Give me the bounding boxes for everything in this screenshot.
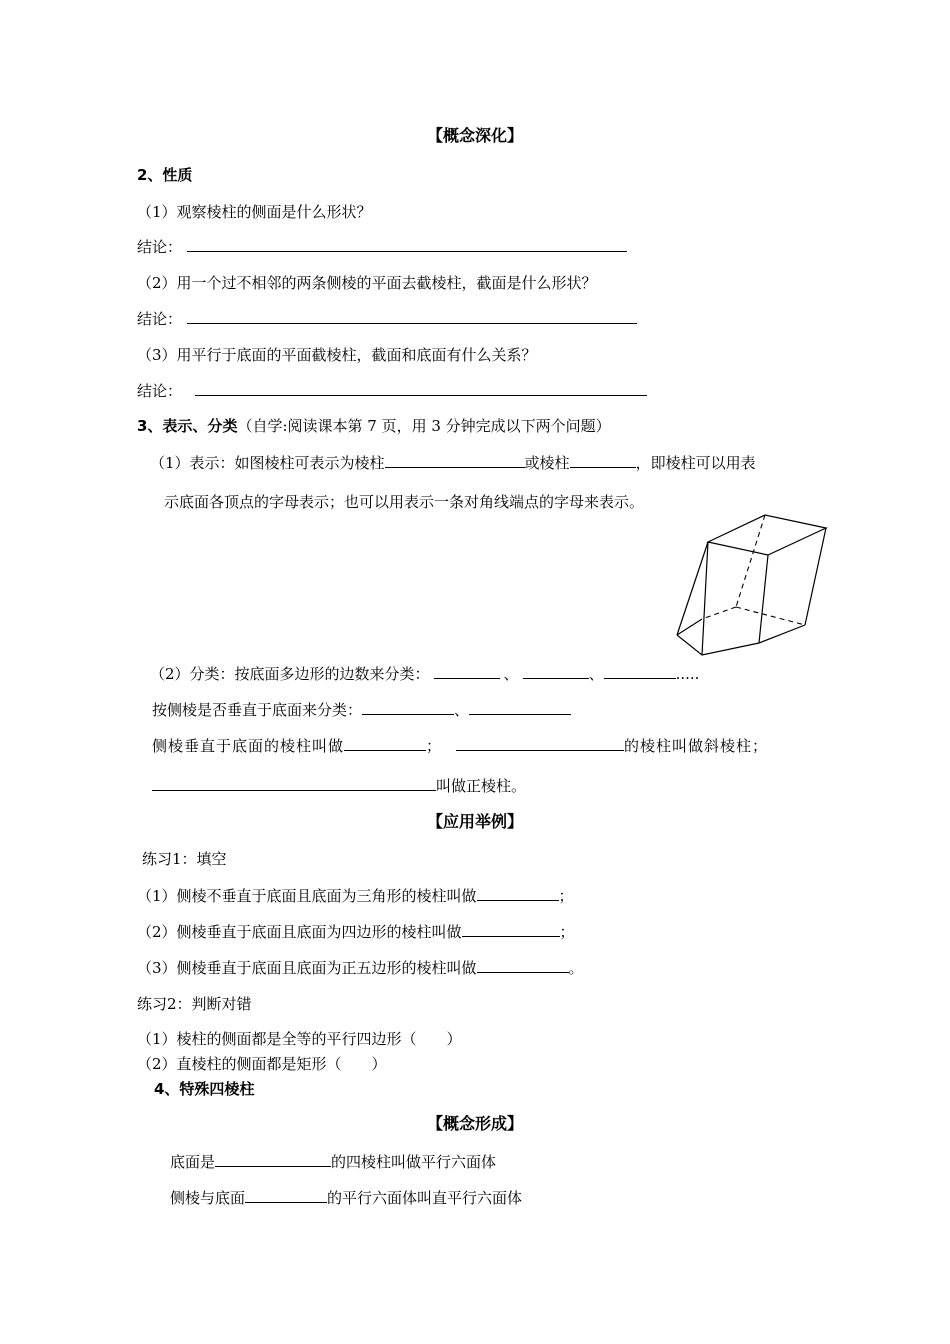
question-2: （2）用一个过不相邻的两条侧棱的平面去截棱柱，截面是什么形状？	[137, 274, 597, 292]
heading-concept-deepen: 【概念深化】	[426, 126, 523, 145]
ex1-q2-end: ；	[559, 923, 575, 941]
form-l1-b: 的四棱柱叫做平行六面体	[331, 1153, 497, 1171]
rep-blank-1[interactable]	[385, 453, 525, 468]
class-blank-1[interactable]	[434, 664, 500, 679]
classification-line-1	[150, 664, 699, 684]
ex1-q1-blank[interactable]	[477, 886, 559, 901]
ex1-q2-blank[interactable]	[462, 922, 560, 937]
form-blank-2[interactable]	[245, 1188, 327, 1203]
ex1-q3-blank[interactable]	[477, 958, 569, 973]
conclusion-3-blank[interactable]	[195, 381, 647, 396]
class-blank-5[interactable]	[469, 700, 571, 715]
representation-line-2: 示底面各顶点的字母表示；也可以用表示一条对角线端点的字母来表示。	[164, 493, 645, 511]
exercise-1-q3	[137, 958, 584, 978]
class-text-d: 叫做正棱柱。	[436, 777, 527, 795]
exercise-2-q1: （1）棱柱的侧面都是全等的平行四边形（ ）	[137, 1030, 462, 1048]
heading-application: 【应用举例】	[426, 812, 523, 831]
class-text-c-b: ；	[426, 737, 443, 755]
form-blank-1[interactable]	[215, 1152, 331, 1167]
class-dots: .....	[675, 665, 700, 683]
class-text-a: （2）分类：按底面多边形的边数来分类：	[150, 665, 430, 683]
class-blank-3[interactable]	[604, 664, 676, 679]
item3-note: （自学:阅读课本第 7 页，用 3 分钟完成以下两个问题）	[237, 417, 611, 435]
rep-text-a: （1）表示：如图棱柱可表示为棱柱	[150, 454, 385, 472]
representation-line-1	[150, 453, 756, 473]
class-sep-2: 、	[588, 665, 604, 683]
exercise-1-title: 练习1：填空	[142, 850, 227, 868]
item3-title: 3、表示、分类	[137, 417, 238, 435]
class-blank-4[interactable]	[362, 700, 454, 715]
exercise-2-q2: （2）直棱柱的侧面都是矩形（ ）	[137, 1055, 387, 1073]
conclusion-label: 结论：	[137, 382, 183, 400]
item3-line	[137, 416, 611, 436]
conclusion-3	[137, 381, 647, 401]
question-3: （3）用平行于底面的平面截棱柱，截面和底面有什么关系？	[137, 346, 537, 364]
conclusion-2	[137, 309, 637, 329]
class-text-c-c: 的棱柱叫做斜棱柱；	[624, 737, 769, 755]
form-l1-a: 底面是	[170, 1153, 216, 1171]
classification-line-4	[152, 776, 526, 796]
conclusion-1-blank[interactable]	[187, 237, 627, 252]
conclusion-label: 结论：	[137, 310, 183, 328]
class-blank-2[interactable]	[523, 664, 589, 679]
class-text-c-a: 侧棱垂直于底面的棱柱叫做	[152, 737, 345, 755]
exercise-1-q1	[137, 886, 574, 906]
formation-line-2	[170, 1188, 522, 1208]
conclusion-2-blank[interactable]	[187, 309, 637, 324]
ex1-q2-text: （2）侧棱垂直于底面且底面为四边形的棱柱叫做	[137, 923, 462, 941]
class-blank-7[interactable]	[456, 736, 624, 751]
class-blank-8[interactable]	[152, 776, 436, 791]
ex1-q1-end: ；	[558, 887, 574, 905]
class-blank-6[interactable]	[344, 736, 426, 751]
classification-line-2	[152, 700, 571, 720]
class-text-b: 按侧棱是否垂直于底面来分类：	[152, 701, 363, 719]
question-1: （1）观察棱柱的侧面是什么形状？	[137, 203, 372, 221]
rep-text-c: ，即棱柱可以用表	[635, 454, 756, 472]
form-l2-b: 的平行六面体叫直平行六面体	[327, 1189, 523, 1207]
rep-blank-2[interactable]	[570, 453, 636, 468]
ex1-q3-text: （3）侧棱垂直于底面且底面为正五边形的棱柱叫做	[137, 959, 477, 977]
conclusion-1	[137, 237, 627, 257]
exercise-2-title: 练习2：判断对错	[137, 995, 252, 1013]
ex1-q3-end: 。	[568, 959, 584, 977]
prism-figure	[672, 510, 832, 660]
item2-title: 2、性质	[137, 166, 193, 184]
rep-text-b: 或棱柱	[524, 454, 570, 472]
class-sep-1: 、	[503, 665, 519, 683]
form-l2-a: 侧棱与底面	[170, 1189, 246, 1207]
conclusion-label: 结论：	[137, 238, 183, 256]
ex1-q1-text: （1）侧棱不垂直于底面且底面为三角形的棱柱叫做	[137, 887, 477, 905]
classification-line-3	[152, 736, 768, 756]
exercise-1-q2	[137, 922, 575, 942]
item4-title: 4、特殊四棱柱	[154, 1080, 255, 1098]
formation-line-1	[170, 1152, 496, 1172]
heading-concept-formation: 【概念形成】	[426, 1114, 523, 1133]
class-sep-3: 、	[454, 701, 470, 719]
